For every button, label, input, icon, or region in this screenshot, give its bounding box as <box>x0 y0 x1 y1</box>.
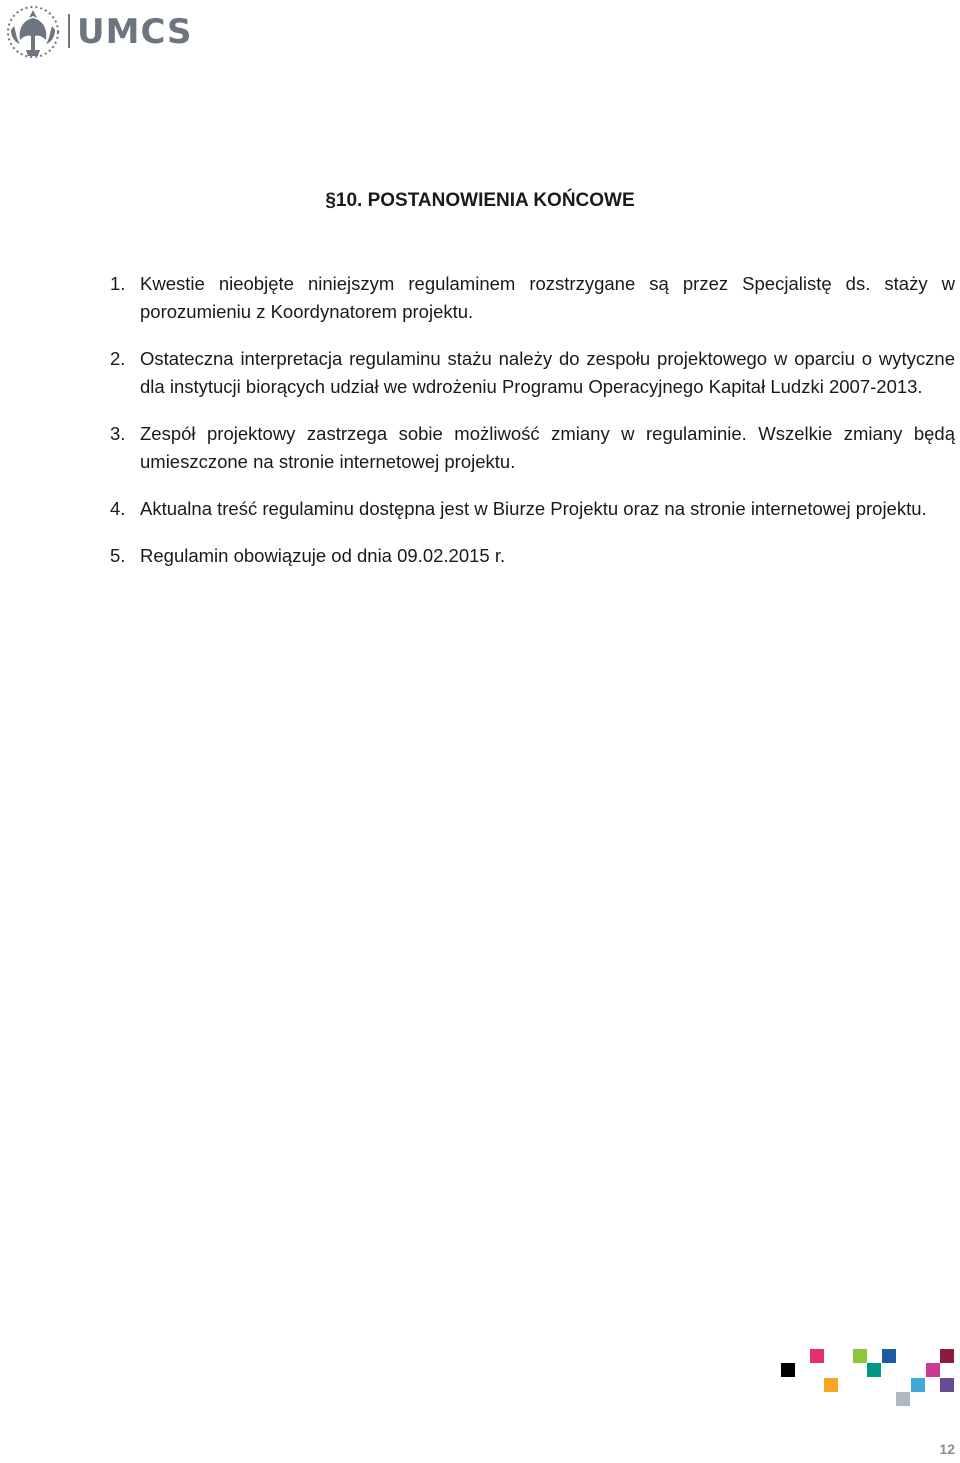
item-number: 5. <box>110 545 126 566</box>
decoration-square <box>926 1363 940 1377</box>
item-text: Zespół projektowy zastrzega sobie możliwość zmiany w regulaminie. Wszelkie zmiany będą umieszczone na stronie internetowej projektu. <box>140 423 955 472</box>
decoration-square <box>867 1363 881 1377</box>
item-number: 4. <box>110 498 126 519</box>
eagle-crest-icon <box>2 2 64 62</box>
item-text: Regulamin obowiązuje od dnia 09.02.2015 r. <box>140 545 506 566</box>
decoration-square <box>882 1349 896 1363</box>
item-number: 2. <box>110 348 126 369</box>
item-text: Ostateczna interpretacja regulaminu stażu należy do zespołu projektowego w oparciu o wytyczne dla instytucji biorących udział we wdrożeniu Programu Operacyjnego Kapitał Ludzki 2007-2013. <box>140 348 955 397</box>
logo-divider <box>68 14 70 48</box>
item-number: 1. <box>110 273 126 294</box>
decoration-square <box>824 1378 838 1392</box>
list-item <box>110 495 955 523</box>
section-title: §10. POSTANOWIENIA KOŃCOWE <box>325 190 635 211</box>
decoration-square <box>911 1378 925 1392</box>
decoration-square <box>853 1349 867 1363</box>
item-number: 3. <box>110 423 126 444</box>
item-text: Aktualna treść regulaminu dostępna jest w Biurze Projektu oraz na stronie internetowej projektu. <box>140 498 927 519</box>
decoration-square <box>940 1378 954 1392</box>
umcs-logo <box>2 2 193 62</box>
decoration-square <box>810 1349 824 1363</box>
list-item <box>110 345 955 401</box>
decoration-square <box>781 1363 795 1377</box>
item-text: Kwestie nieobjęte niniejszym regulaminem rozstrzygane są przez Specjalistę ds. staży w porozumieniu z Koordynatorem projektu. <box>140 273 955 322</box>
logo-text: UMCS <box>77 12 193 52</box>
list-item <box>110 542 955 570</box>
page-number: 12 <box>939 1441 955 1457</box>
decoration-square <box>896 1392 910 1406</box>
provisions-list <box>110 270 955 589</box>
list-item <box>110 420 955 476</box>
list-item <box>110 270 955 326</box>
decoration-square <box>940 1349 954 1363</box>
